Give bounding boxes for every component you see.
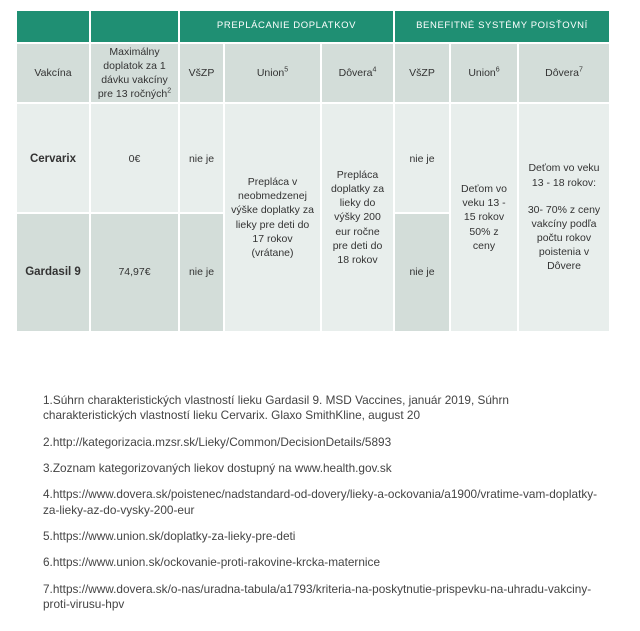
col-header-max-copay-label: Maximálny doplatok za 1 dávku vakcíny pre 13 ročných bbox=[97, 45, 168, 101]
row-gardasil-vszp-benefit: nie je bbox=[395, 214, 449, 331]
reference-item: 2.http://kategorizacia.mzsr.sk/Lieky/Common/DecisionDetails/5893 bbox=[43, 434, 392, 449]
reference-item: 6.https://www.union.sk/ockovanie-proti-rakovine-krcka-maternice bbox=[43, 555, 381, 570]
col-header-union-benefit-ref: 6 bbox=[495, 66, 500, 74]
col-header-dovera-ref: 4 bbox=[372, 66, 377, 74]
col-header-dovera bbox=[322, 44, 393, 102]
col-header-vszp-benefit: VšZP bbox=[395, 44, 449, 102]
row-cervarix-name: Cervarix bbox=[17, 104, 89, 212]
row-cervarix-vszp-benefit: nie je bbox=[395, 104, 449, 212]
header-blank-1 bbox=[17, 11, 89, 42]
references-list bbox=[43, 393, 603, 623]
col-header-union bbox=[225, 44, 320, 102]
group-header-reimbursement: PREPLÁCANIE DOPLATKOV bbox=[180, 11, 393, 42]
row-gardasil-copay: 74,97€ bbox=[91, 214, 178, 331]
reference-item: 3.Zoznam kategorizovaných liekov dostupný na www.health.gov.sk bbox=[43, 460, 392, 475]
reference-item: 5.https://www.union.sk/doplatky-za-lieky-pre-deti bbox=[43, 528, 296, 543]
reimbursement-table bbox=[17, 11, 609, 331]
col-header-max-copay bbox=[91, 44, 178, 102]
row-cervarix-copay: 0€ bbox=[91, 104, 178, 212]
col-header-dovera-benefit-label: Dôvera bbox=[545, 66, 579, 79]
union-benefit-cell: Deťom vo veku 13 - 15 rokov 50% z ceny bbox=[451, 104, 517, 331]
dovera-benefit-age: Deťom vo veku 13 - 18 rokov: bbox=[528, 162, 600, 189]
dovera-benefit-cell bbox=[519, 104, 609, 331]
col-header-union-ref: 5 bbox=[284, 66, 289, 74]
row-gardasil-vszp: nie je bbox=[180, 214, 223, 331]
col-header-dovera-benefit bbox=[519, 44, 609, 102]
row-gardasil-name: Gardasil 9 bbox=[17, 214, 89, 331]
reference-item: 1.Súhrn charakteristických vlastností lieku Gardasil 9. MSD Vaccines, január 2019, Súhrn charakteristických vlastností lieku Cervarix. Glaxo SmithKline, august 20 bbox=[43, 393, 509, 423]
col-header-union-label: Union bbox=[256, 66, 285, 79]
row-cervarix-vszp: nie je bbox=[180, 104, 223, 212]
col-header-dovera-label: Dôvera bbox=[338, 66, 373, 79]
col-header-vaccine: Vakcína bbox=[17, 44, 89, 102]
header-blank-2 bbox=[91, 11, 178, 42]
dovera-benefit-percent: 30- 70% z ceny vakcíny podľa počtu rokov poistenia v Dôvere bbox=[527, 203, 601, 273]
col-header-union-benefit-label: Union bbox=[468, 66, 496, 79]
union-reimbursement-cell: Prepláca v neobmedzenej výške doplatky za lieky pre deti do 17 rokov (vrátane) bbox=[225, 104, 320, 331]
dovera-reimbursement-cell: Prepláca doplatky za lieky do výšky 200 eur ročne pre deti do 18 rokov bbox=[322, 104, 393, 331]
reference-item: 4.https://www.dovera.sk/poistenec/nadstandard-od-dovery/lieky-a-ockovania/a1900/vratime-vam-doplatky-za-lieky-az-do-vysky-200-eur bbox=[43, 487, 598, 517]
group-header-benefits: BENEFITNÉ SYSTÉMY POISŤOVNÍ bbox=[395, 11, 609, 42]
col-header-union-benefit bbox=[451, 44, 517, 102]
reference-item: 7.https://www.dovera.sk/o-nas/uradna-tabula/a1793/kriteria-na-poskytnutie-prispevku-na-uhradu-vakciny-proti-virusu-hpv bbox=[43, 581, 592, 611]
col-header-dovera-benefit-ref: 7 bbox=[578, 66, 583, 74]
col-header-max-copay-ref: 2 bbox=[167, 87, 172, 95]
col-header-vszp: VšZP bbox=[180, 44, 223, 102]
